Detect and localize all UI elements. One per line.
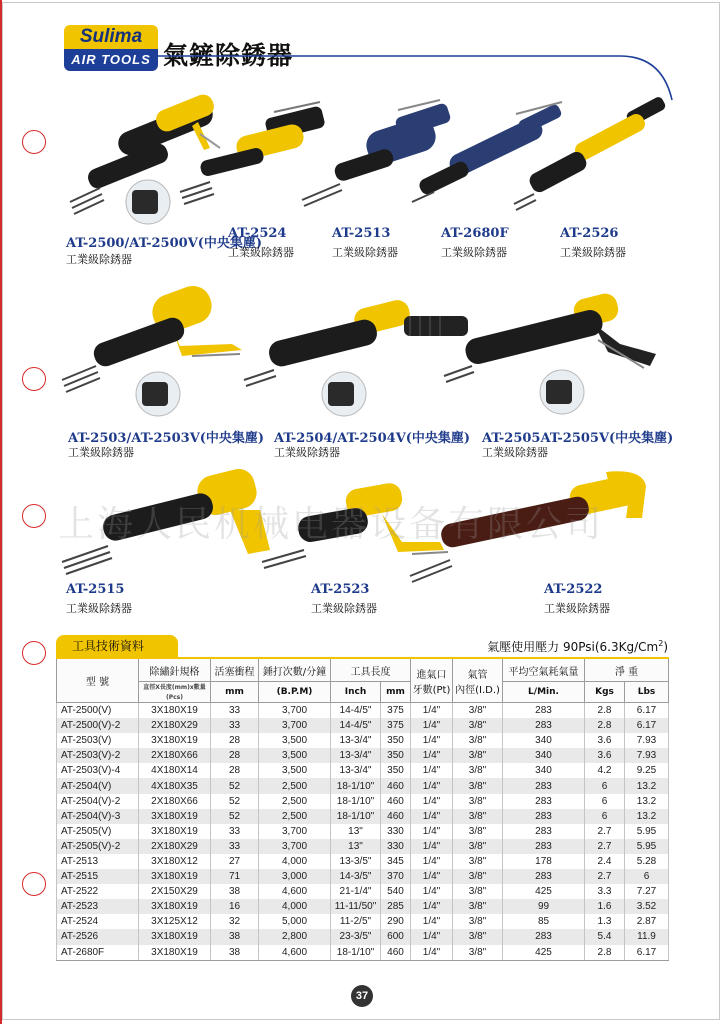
cell-bpm: 5,000 [259, 914, 331, 929]
cell-length-inch: 11-2/5" [331, 914, 381, 929]
cell-length-mm: 370 [381, 869, 411, 884]
table-row [57, 703, 669, 719]
cell-needle: 2X180X66 [139, 794, 211, 809]
cell-length-mm: 350 [381, 763, 411, 778]
product-image-at2504 [244, 290, 474, 420]
cell-hose: 3/8" [453, 703, 503, 719]
cell-air: 283 [503, 839, 585, 854]
product-model: AT-2500/AT-2500V(中央集塵) [66, 236, 263, 251]
product-model: AT-2513 [332, 226, 391, 241]
cell-stroke: 32 [211, 914, 259, 929]
cell-bpm: 3,700 [259, 703, 331, 719]
cell-weight-kgs: 2.7 [585, 869, 625, 884]
cell-bpm: 2,500 [259, 794, 331, 809]
cell-bpm: 3,000 [259, 869, 331, 884]
cell-stroke: 33 [211, 718, 259, 733]
cell-model: AT-2504(V) [57, 778, 139, 793]
header-weight: 淨 重 [585, 658, 669, 682]
cell-length-mm: 460 [381, 778, 411, 793]
cell-stroke: 52 [211, 794, 259, 809]
product-desc: 工業級除銹器 [274, 446, 340, 459]
cell-weight-lbs: 13.2 [625, 809, 669, 824]
cell-hose: 3/8" [453, 748, 503, 763]
table-row [57, 884, 669, 899]
cell-model: AT-2523 [57, 899, 139, 914]
header-inlet-text: 進氣口 [416, 669, 447, 681]
cell-needle: 3X180X19 [139, 824, 211, 839]
cell-model: AT-2504(V)-3 [57, 809, 139, 824]
table-row [57, 854, 669, 869]
cell-bpm: 3,700 [259, 718, 331, 733]
cell-needle: 2X150X29 [139, 884, 211, 899]
brand-logo [64, 25, 158, 71]
cell-model: AT-2500(V) [57, 703, 139, 719]
header-needle-text: 除繡針規格 [149, 666, 200, 678]
cell-air: 283 [503, 824, 585, 839]
cell-stroke: 33 [211, 839, 259, 854]
cell-weight-kgs: 2.8 [585, 703, 625, 719]
unit-lbs: Lbs [625, 682, 669, 703]
product-desc: 工業級除銹器 [332, 246, 398, 259]
cell-stroke: 38 [211, 884, 259, 899]
cell-needle: 3X180X12 [139, 854, 211, 869]
cell-needle: 2X180X66 [139, 748, 211, 763]
table-row [57, 748, 669, 763]
cell-model: AT-2505(V) [57, 824, 139, 839]
cell-bpm: 3,500 [259, 763, 331, 778]
table-row [57, 929, 669, 944]
header-model: 型 號 [57, 658, 139, 703]
cell-stroke: 38 [211, 929, 259, 944]
cell-stroke: 38 [211, 945, 259, 961]
unit-bpm: (B.P.M) [259, 682, 331, 703]
page-title: 氣鏟除銹器 [163, 41, 294, 70]
cell-model: AT-2503(V) [57, 733, 139, 748]
cell-length-mm: 350 [381, 748, 411, 763]
cell-needle: 3X180X19 [139, 703, 211, 719]
product-model: AT-2515 [66, 582, 125, 597]
unit-stroke: mm [211, 682, 259, 703]
cell-length-inch: 18-1/10" [331, 809, 381, 824]
cell-bpm: 2,500 [259, 809, 331, 824]
pressure-note [487, 638, 668, 655]
cell-hose: 3/8" [453, 884, 503, 899]
cell-weight-lbs: 6.17 [625, 945, 669, 961]
cell-stroke: 28 [211, 763, 259, 778]
unit-kgs: Kgs [585, 682, 625, 703]
cell-bpm: 4,000 [259, 899, 331, 914]
cell-bpm: 4,600 [259, 884, 331, 899]
cell-air: 425 [503, 884, 585, 899]
product-desc: 工業級除銹器 [66, 253, 132, 266]
cell-inlet: 1/4" [411, 794, 453, 809]
cell-hose: 3/8" [453, 854, 503, 869]
cell-weight-kgs: 6 [585, 778, 625, 793]
cell-inlet: 1/4" [411, 869, 453, 884]
cell-stroke: 33 [211, 703, 259, 719]
cell-stroke: 28 [211, 748, 259, 763]
table-row [57, 869, 669, 884]
product-desc: 工業級除銹器 [544, 602, 610, 615]
cell-bpm: 3,500 [259, 733, 331, 748]
cell-weight-lbs: 6 [625, 869, 669, 884]
header-hose [453, 658, 503, 703]
cell-air: 283 [503, 794, 585, 809]
product-desc: 工業級除銹器 [68, 446, 134, 459]
cell-weight-kgs: 2.8 [585, 718, 625, 733]
header-needle-sub [139, 682, 211, 703]
cell-weight-lbs: 11.9 [625, 929, 669, 944]
cell-weight-lbs: 6.17 [625, 703, 669, 719]
cell-weight-lbs: 5.28 [625, 854, 669, 869]
cell-inlet: 1/4" [411, 824, 453, 839]
cell-air: 340 [503, 763, 585, 778]
cell-length-inch: 13" [331, 824, 381, 839]
pressure-sup: 2 [658, 639, 664, 648]
table-row [57, 794, 669, 809]
product-model: AT-2523 [311, 582, 370, 597]
product-desc: 工業級除銹器 [482, 446, 548, 459]
header-inlet [411, 658, 453, 703]
cell-needle: 2X180X29 [139, 839, 211, 854]
cell-length-mm: 540 [381, 884, 411, 899]
product-desc: 工業級除銹器 [311, 602, 377, 615]
cell-length-mm: 375 [381, 718, 411, 733]
cell-model: AT-2500(V)-2 [57, 718, 139, 733]
cell-length-mm: 330 [381, 839, 411, 854]
header-hose-sub: 內徑(I.D.) [455, 684, 500, 696]
product-desc: 工業級除銹器 [441, 246, 507, 259]
cell-length-mm: 285 [381, 899, 411, 914]
cell-inlet: 1/4" [411, 763, 453, 778]
cell-weight-lbs: 2.87 [625, 914, 669, 929]
cell-length-inch: 23-3/5" [331, 929, 381, 944]
cell-inlet: 1/4" [411, 809, 453, 824]
cell-model: AT-2526 [57, 929, 139, 944]
cell-length-inch: 11-11/50" [331, 899, 381, 914]
cell-inlet: 1/4" [411, 884, 453, 899]
cell-hose: 3/8" [453, 809, 503, 824]
product-model: AT-2524 [228, 226, 287, 241]
cell-length-mm: 460 [381, 945, 411, 961]
cell-inlet: 1/4" [411, 748, 453, 763]
cell-length-inch: 14-4/5" [331, 718, 381, 733]
cell-weight-kgs: 2.7 [585, 824, 625, 839]
cell-inlet: 1/4" [411, 778, 453, 793]
cell-air: 340 [503, 748, 585, 763]
cell-model: AT-2680F [57, 945, 139, 961]
cell-hose: 3/8" [453, 718, 503, 733]
product-model: AT-2504/AT-2504V(中央集塵) [274, 431, 471, 446]
binder-hole [22, 367, 46, 391]
cell-air: 178 [503, 854, 585, 869]
cell-air: 283 [503, 869, 585, 884]
specs-table [56, 657, 669, 961]
cell-length-mm: 460 [381, 809, 411, 824]
cell-inlet: 1/4" [411, 703, 453, 719]
cell-weight-lbs: 5.95 [625, 824, 669, 839]
cell-stroke: 16 [211, 899, 259, 914]
cell-air: 340 [503, 733, 585, 748]
table-row [57, 839, 669, 854]
product-model: AT-2505AT-2505V(中央集塵) [482, 431, 674, 446]
specs-table-body [57, 703, 669, 961]
table-row [57, 809, 669, 824]
product-model: AT-2526 [560, 226, 619, 241]
binder-hole [22, 872, 46, 896]
pressure-text: 氣壓使用壓力 90Psi(6.3Kg/Cm [487, 640, 659, 654]
cell-model: AT-2524 [57, 914, 139, 929]
cell-weight-kgs: 1.6 [585, 899, 625, 914]
cell-air: 85 [503, 914, 585, 929]
cell-hose: 3/8" [453, 794, 503, 809]
cell-weight-lbs: 7.93 [625, 748, 669, 763]
cell-air: 283 [503, 778, 585, 793]
cell-stroke: 52 [211, 778, 259, 793]
cell-weight-lbs: 7.93 [625, 733, 669, 748]
header-needle [139, 658, 211, 682]
cell-length-mm: 460 [381, 794, 411, 809]
cell-length-mm: 345 [381, 854, 411, 869]
cell-length-mm: 330 [381, 824, 411, 839]
cell-bpm: 3,700 [259, 824, 331, 839]
cell-weight-kgs: 3.3 [585, 884, 625, 899]
cell-weight-kgs: 4.2 [585, 763, 625, 778]
cell-weight-kgs: 2.7 [585, 839, 625, 854]
cell-bpm: 4,600 [259, 945, 331, 961]
cell-length-inch: 13-3/4" [331, 748, 381, 763]
cell-bpm: 2,500 [259, 778, 331, 793]
table-row [57, 733, 669, 748]
cell-model: AT-2515 [57, 869, 139, 884]
logo-sub-text: AIR TOOLS [64, 49, 158, 71]
cell-weight-kgs: 3.6 [585, 733, 625, 748]
cell-inlet: 1/4" [411, 718, 453, 733]
cell-bpm: 4,000 [259, 854, 331, 869]
cell-needle: 3X180X19 [139, 899, 211, 914]
specs-section-label: 工具技術資料 [56, 635, 178, 657]
header-hose-text: 氣管 [467, 669, 488, 681]
cell-air: 99 [503, 899, 585, 914]
cell-length-inch: 13-3/5" [331, 854, 381, 869]
product-image-at2503 [62, 284, 252, 424]
table-row [57, 778, 669, 793]
cell-air: 425 [503, 945, 585, 961]
cell-inlet: 1/4" [411, 854, 453, 869]
header-length: 工具長度 [331, 658, 411, 682]
cell-length-inch: 18-1/10" [331, 945, 381, 961]
cell-hose: 3/8" [453, 763, 503, 778]
table-row [57, 945, 669, 961]
product-image-at2526 [514, 104, 674, 216]
product-desc: 工業級除銹器 [560, 246, 626, 259]
cell-hose: 3/8" [453, 869, 503, 884]
cell-needle: 3X180X19 [139, 869, 211, 884]
cell-bpm: 3,700 [259, 839, 331, 854]
product-desc: 工業級除銹器 [66, 602, 132, 615]
cell-inlet: 1/4" [411, 839, 453, 854]
product-desc: 工業級除銹器 [228, 246, 294, 259]
cell-stroke: 71 [211, 869, 259, 884]
cell-hose: 3/8" [453, 945, 503, 961]
product-model: AT-2680F [441, 226, 509, 241]
header-needle-sub-text: 直徑X長度(mm)x數量(Pcs) [143, 684, 206, 701]
cell-inlet: 1/4" [411, 929, 453, 944]
cell-needle: 4X180X35 [139, 778, 211, 793]
cell-inlet: 1/4" [411, 945, 453, 961]
cell-model: AT-2503(V)-4 [57, 763, 139, 778]
cell-needle: 3X180X19 [139, 945, 211, 961]
cell-length-inch: 13" [331, 839, 381, 854]
cell-inlet: 1/4" [411, 899, 453, 914]
cell-weight-lbs: 3.52 [625, 899, 669, 914]
cell-length-inch: 18-1/10" [331, 778, 381, 793]
product-image-at2515 [62, 470, 282, 580]
cell-weight-kgs: 2.4 [585, 854, 625, 869]
cell-length-mm: 375 [381, 703, 411, 719]
cell-length-mm: 350 [381, 733, 411, 748]
cell-inlet: 1/4" [411, 914, 453, 929]
cell-model: AT-2505(V)-2 [57, 839, 139, 854]
cell-weight-lbs: 9.25 [625, 763, 669, 778]
binder-hole [22, 504, 46, 528]
cell-hose: 3/8" [453, 824, 503, 839]
table-row [57, 899, 669, 914]
cell-hose: 3/8" [453, 778, 503, 793]
cell-needle: 3X180X19 [139, 733, 211, 748]
cell-weight-lbs: 13.2 [625, 778, 669, 793]
cell-model: AT-2503(V)-2 [57, 748, 139, 763]
cell-weight-kgs: 6 [585, 809, 625, 824]
cell-bpm: 3,500 [259, 748, 331, 763]
cell-hose: 3/8" [453, 899, 503, 914]
binder-hole [22, 641, 46, 665]
cell-weight-kgs: 3.6 [585, 748, 625, 763]
cell-needle: 2X180X29 [139, 718, 211, 733]
product-image-at2505 [444, 290, 664, 425]
cell-hose: 3/8" [453, 733, 503, 748]
unit-air: L/Min. [503, 682, 585, 703]
watermark: 上海人民机械电器设备有限公司 [58, 504, 605, 545]
cell-air: 283 [503, 718, 585, 733]
cell-weight-kgs: 1.3 [585, 914, 625, 929]
cell-model: AT-2522 [57, 884, 139, 899]
header-inlet-sub: 牙數(Pt) [412, 684, 451, 696]
header-bpm: 錘打次數/分鐘 [259, 658, 331, 682]
cell-needle: 4X180X14 [139, 763, 211, 778]
product-image-at2522 [410, 466, 670, 586]
cell-weight-kgs: 6 [585, 794, 625, 809]
cell-length-inch: 14-3/5" [331, 869, 381, 884]
cell-length-inch: 13-3/4" [331, 733, 381, 748]
product-model: AT-2522 [544, 582, 603, 597]
cell-weight-lbs: 7.27 [625, 884, 669, 899]
cell-length-mm: 290 [381, 914, 411, 929]
cell-air: 283 [503, 703, 585, 719]
table-row [57, 824, 669, 839]
cell-air: 283 [503, 929, 585, 944]
cell-length-inch: 13-3/4" [331, 763, 381, 778]
cell-hose: 3/8" [453, 929, 503, 944]
cell-hose: 3/8" [453, 839, 503, 854]
cell-length-mm: 600 [381, 929, 411, 944]
cell-weight-kgs: 2.8 [585, 945, 625, 961]
cell-length-inch: 18-1/10" [331, 794, 381, 809]
table-row [57, 718, 669, 733]
cell-needle: 3X125X12 [139, 914, 211, 929]
cell-weight-lbs: 5.95 [625, 839, 669, 854]
cell-model: AT-2504(V)-2 [57, 794, 139, 809]
cell-model: AT-2513 [57, 854, 139, 869]
cell-length-inch: 14-4/5" [331, 703, 381, 719]
cell-weight-lbs: 13.2 [625, 794, 669, 809]
pressure-close: ) [663, 640, 668, 654]
binder-hole [22, 130, 46, 154]
page-number: 37 [351, 985, 373, 1007]
cell-stroke: 33 [211, 824, 259, 839]
cell-inlet: 1/4" [411, 733, 453, 748]
unit-mm: mm [381, 682, 411, 703]
cell-weight-kgs: 5.4 [585, 929, 625, 944]
unit-inch: Inch [331, 682, 381, 703]
logo-brand-text: Sulima [64, 25, 158, 49]
header-air: 平均空氣耗氣量 [503, 658, 585, 682]
cell-bpm: 2,800 [259, 929, 331, 944]
cell-needle: 3X180X19 [139, 809, 211, 824]
table-row [57, 763, 669, 778]
cell-needle: 3X180X19 [139, 929, 211, 944]
cell-weight-lbs: 6.17 [625, 718, 669, 733]
table-row [57, 914, 669, 929]
cell-stroke: 28 [211, 733, 259, 748]
cell-stroke: 27 [211, 854, 259, 869]
cell-length-inch: 21-1/4" [331, 884, 381, 899]
product-model: AT-2503/AT-2503V(中央集塵) [68, 431, 265, 446]
cell-hose: 3/8" [453, 914, 503, 929]
cell-air: 283 [503, 809, 585, 824]
header-stroke: 活塞衝程 [211, 658, 259, 682]
cell-stroke: 52 [211, 809, 259, 824]
